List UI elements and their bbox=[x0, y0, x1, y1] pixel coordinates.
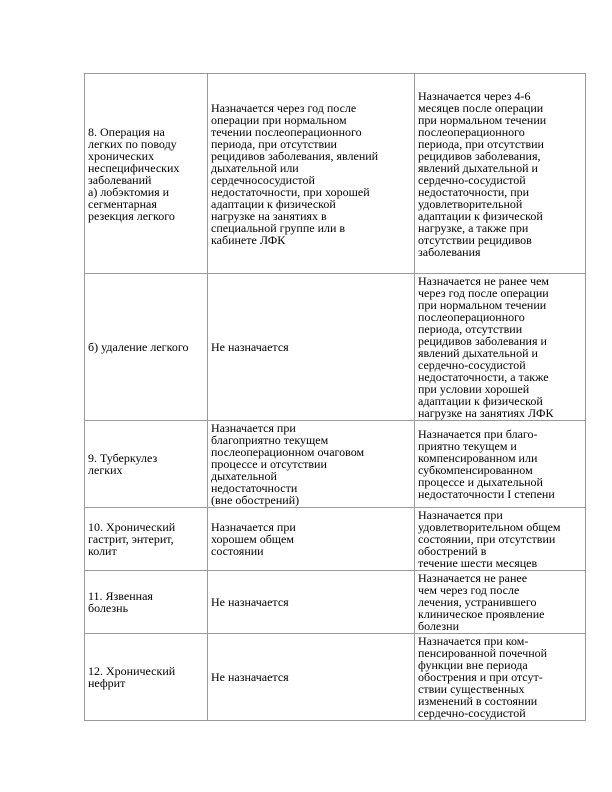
recommendation-cell-col3: Назначается при удовлетворительном общем состоянии, при отсутствии обострений в течение шести месяцев bbox=[415, 508, 586, 571]
condition-cell: б) удаление легкого bbox=[85, 274, 208, 421]
condition-cell: 8. Операция на легких по поводу хронических неспецифических заболеваний а) лобэктомия и сегментарная резекция легкого bbox=[85, 74, 208, 274]
recommendation-cell-col3: Назначается не ранее чем через год после лечения, устранившего клиническое проявление болезни bbox=[415, 571, 586, 634]
recommendations-table bbox=[84, 73, 586, 721]
table-row bbox=[85, 74, 586, 274]
table-row bbox=[85, 274, 586, 421]
table-row bbox=[85, 508, 586, 571]
recommendation-cell-col3: Назначается при ком- пенсированной почечной функции вне периода обострения и при отсут- ствии существенных изменений в состоянии сердечно-сосудистой bbox=[415, 634, 586, 721]
recommendation-cell-col2: Назначается через год после операции при нормальном течении послеоперационного периода, при отсутствии рецидивов заболевания, явлений дыхательной или сердечнососудистой недостаточности, при хорошей адаптации к физической нагрузке на занятиях в специальной группе или в кабинете ЛФК bbox=[208, 74, 415, 274]
table-row bbox=[85, 634, 586, 721]
recommendation-cell-col2: Назначается при благоприятно текущем послеоперационном очаговом процессе и отсутствии дыхательной недостаточности (вне обострений) bbox=[208, 421, 415, 508]
recommendation-cell-col3: Назначается через 4-6 месяцев после операции при нормальном течении послеоперационного периода, при отсутствии рецидивов заболевания, явлений дыхательной и сердечно-сосудистой недостаточности, при удовлетворительной адаптации к физической нагрузке, а также при отсутствии рецидивов заболевания bbox=[415, 74, 586, 274]
recommendation-cell-col2: Не назначается bbox=[208, 634, 415, 721]
condition-cell: 11. Язвенная болезнь bbox=[85, 571, 208, 634]
condition-cell: 9. Туберкулез легких bbox=[85, 421, 208, 508]
recommendation-cell-col2: Назначается при хорошем общем состоянии bbox=[208, 508, 415, 571]
condition-cell: 12. Хронический нефрит bbox=[85, 634, 208, 721]
table-row bbox=[85, 421, 586, 508]
recommendation-cell-col3: Назначается при благо- приятно текущем и компенсированном или субкомпенсированном процессе и дыхательной недостаточности I степени bbox=[415, 421, 586, 508]
recommendation-cell-col3: Назначается не ранее чем через год после операции при нормальном течении послеоперационного периода, отсутствии рецидивов заболевания и явлений дыхательной и сердечно-сосудистой недостаточности, а также при условии хорошей адаптации к физической нагрузке на занятиях ЛФК bbox=[415, 274, 586, 421]
recommendation-cell-col2: Не назначается bbox=[208, 274, 415, 421]
table-row bbox=[85, 571, 586, 634]
condition-cell: 10. Хронический гастрит, энтерит, колит bbox=[85, 508, 208, 571]
recommendation-cell-col2: Не назначается bbox=[208, 571, 415, 634]
